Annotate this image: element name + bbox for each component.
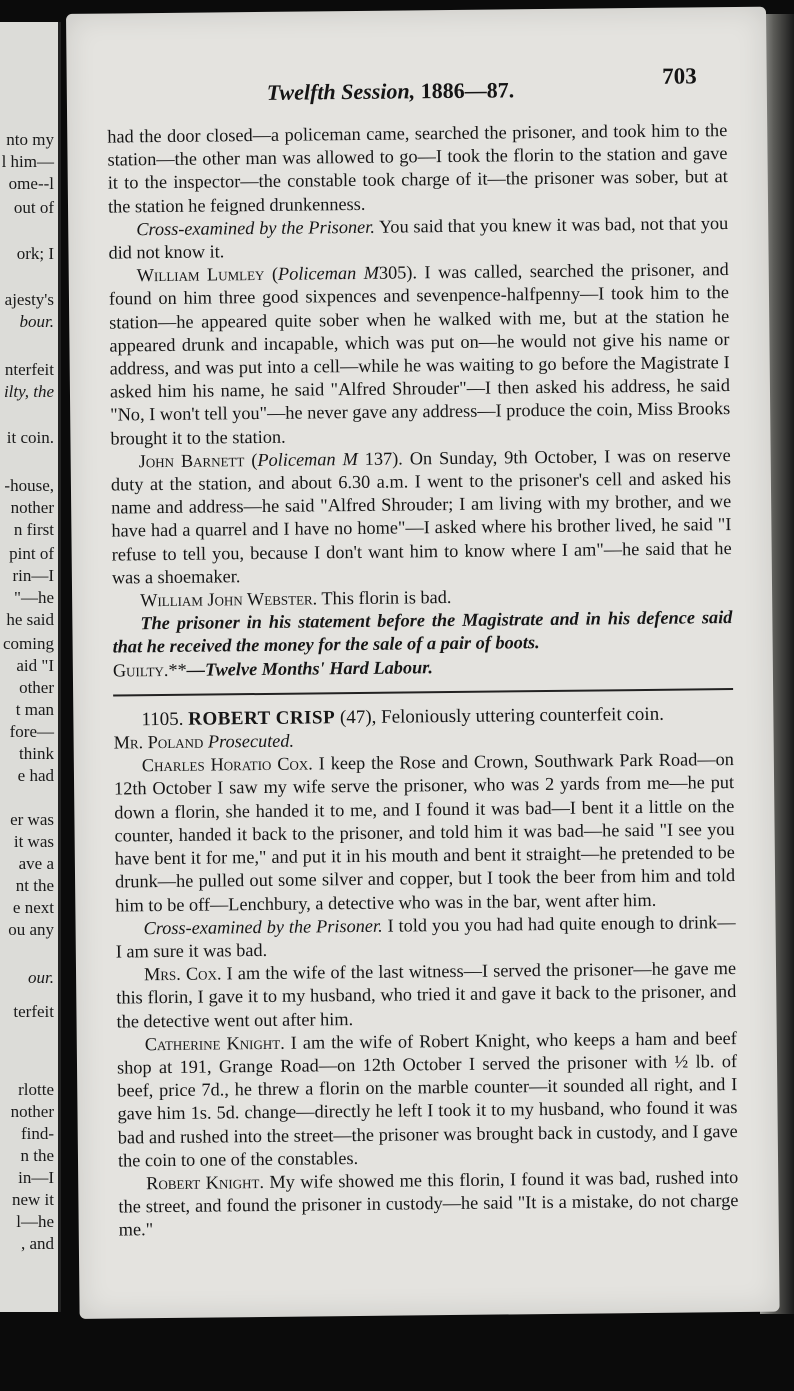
witness-name: Catherine Knight.	[144, 1032, 285, 1054]
witness-name: John Barnett	[138, 450, 245, 472]
prosecutor-name: Mr. Poland	[113, 731, 204, 753]
facing-page-line: in—I	[18, 1168, 54, 1187]
cross-exam-label: Cross-examined by the Prisoner.	[136, 216, 375, 240]
facing-page-line: -house,	[4, 476, 54, 495]
facing-page-line: e next	[12, 898, 54, 917]
facing-page-line: l—he	[16, 1212, 54, 1231]
facing-page-line: ajesty's	[4, 290, 54, 309]
witness-name: Charles Horatio Cox.	[141, 753, 313, 776]
paragraph: William Lumley (Policeman M305). I was called, searched the prisoner, and found on him three good sixpences and sevenpence-halfpenny—I took him to the station—he appeared quite sober when he walked with me, but at the station he appeared drunk and incapable, which was put on—he would not give his name or address, and was put into a cell—while he was waiting to go before the Magistrate I asked him his name, he said "Alfred Shrouder"—I then asked his address, he said "No, I won't tell you"—he never gave any address—I produce the coin, Miss Brooks brought it to the station.	[108, 259, 731, 449]
paragraph-text: I told you you had had quite enough to drink—I am sure it was bad.	[115, 911, 736, 962]
facing-page-line: e had	[17, 766, 54, 785]
facing-page-line: n the	[20, 1146, 54, 1165]
case-number: 1105.	[141, 708, 184, 731]
session-title: Twelfth Session,	[266, 78, 416, 105]
paragraph-text: ). I was called, searched the prisoner, and found on him three good sixpences and sevenpence-halfpenny—I took him to the station—he appeared quite sober when he walked with me, but at the station he appeared drunk and incapable, which was put on—he would not give his name or address, and was put into a cell—while he was waiting to go before the Magistrate I asked him his name, he said "Alfred Shrouder"—I then asked his address, he said "No, I won't tell you"—he never gave any address—I produce the coin, Miss Brooks brought it to the station.	[108, 259, 731, 449]
paragraph-text: You said that you knew it was bad, not that you did not know it.	[108, 212, 729, 263]
facing-page-line: ork; I	[16, 244, 54, 263]
facing-page-line: coming	[3, 634, 54, 653]
paragraph	[115, 911, 735, 964]
facing-page-fragment	[0, 22, 61, 1312]
paragraph-text: This florin is bad.	[317, 587, 452, 609]
facing-page-line: n first	[13, 520, 54, 539]
facing-page-line: find-	[20, 1124, 54, 1143]
facing-page-line: terfeit	[13, 1002, 54, 1021]
paragraph-text: I keep the Rose and Crown, Southwark Park Road—on 12th October I saw my wife serve the prisoner, who was 2 yards from me—he put down a florin, she handed it to me, and I found it was bad—I bent it a little on the counter, handed it back to the prisoner, and told him it was bad—he said "I see you have bent it for me," and put it in his mouth and bent it straight—he pretended to be drunk—he pulled out some silver and copper, but I took the beer from him and told him to be off—Lenchbury, a detective who was in the bar, went after him.	[114, 749, 736, 916]
facing-page-line: think	[19, 744, 54, 763]
paragraph	[116, 957, 737, 1033]
witness-name: William Lumley	[136, 264, 265, 286]
witness-number: 137	[364, 448, 393, 469]
facing-page-line: it coin.	[6, 428, 54, 447]
facing-page-line: nother	[10, 1102, 54, 1121]
facing-page-line: er was	[10, 810, 54, 829]
facing-page-line: pint of	[9, 544, 54, 563]
paragraph-text: I am the wife of Robert Knight, who keeps a ham and beef shop at 191, Grange Road—on 12th October I served the prisoner with ½ lb. of beef, price 7d., he threw a florin on the marble counter—it sounded all right, and I gave him 1s. 5d. change—directly he left I took it to my husband, who found it was bad and rushed into the street—the prisoner was brought back in custody, and I gave the coin to one of the constables.	[116, 1027, 738, 1171]
facing-page-line: t man	[15, 700, 54, 719]
cross-exam-label: Cross-examined by the Prisoner.	[143, 915, 383, 938]
prisoner-statement: The prisoner in his statement before the Magistrate and in his defence said that he received the money for the sale of a pair of boots.	[112, 607, 733, 658]
witness-number: 305	[378, 262, 407, 283]
facing-page-line: nt the	[15, 876, 54, 895]
paragraph	[108, 212, 728, 265]
paragraph: had the door closed—a policeman came, searched the prisoner, and took him to the station—the other man was allowed to go—I took the florin to the station and gave it to the inspector—the constable took charge of it—the prisoner was sober, but at the station he feigned drunkenness.	[107, 120, 728, 217]
case-charge: (47), Feloniously uttering counterfeit coin.	[335, 703, 665, 729]
facing-page-line: new it	[11, 1190, 54, 1209]
facing-page-line: it was	[13, 832, 54, 851]
facing-page-line: "—he	[14, 588, 54, 607]
sentence: —Twelve Months' Hard Labour.	[186, 656, 433, 680]
witness-name: Robert Knight.	[146, 1171, 265, 1194]
witness-name: Mrs. Cox.	[143, 963, 222, 985]
paragraph-text: ). On Sunday, 9th October, I was on reserve duty at the station, and about 6.30 a.m. I went to the prisoner's cell and asked his name and address—he said "Alfred Shrouder; I am living with my brother, and we have had a quarrel and I have no home"—I asked where his brother lived, he said "I refuse to tell you, because I don't want him to know where I am"—he said that he was a shoemaker.	[110, 444, 732, 588]
paragraph-text: I am the wife of the last witness—I served the prisoner—he gave me this florin, I gave it to my husband, who tried it and gave it back to the prisoner, and the detective went out after him.	[116, 958, 737, 1032]
witness-name: William John Webster.	[140, 588, 318, 611]
facing-page-line: out of	[13, 198, 54, 217]
facing-page-line: nto my	[6, 130, 54, 149]
facing-page-line: ilty, the	[3, 382, 54, 401]
facing-page-line: he said	[6, 610, 54, 629]
paragraph-text: My wife showed me this florin, I found it was bad, rushed into the street, and found the prisoner in custody—he said "It is a mistake, do not charge me."	[118, 1166, 739, 1240]
facing-page-line: other	[19, 678, 54, 697]
facing-page-line: nterfeit	[4, 360, 54, 379]
page-header	[67, 63, 767, 110]
witness-role: Policeman M	[257, 448, 358, 470]
session-years: 1886—87.	[420, 77, 515, 104]
page-body	[107, 119, 739, 1242]
paragraph	[118, 1166, 739, 1242]
witness-role: Policeman M	[277, 262, 380, 285]
facing-page-line: , and	[20, 1234, 54, 1253]
facing-page-line: ou any	[8, 920, 54, 939]
facing-page-line: ome--l	[8, 174, 54, 193]
facing-page-line: our.	[28, 968, 54, 987]
facing-page-line: fore—	[9, 722, 54, 741]
facing-page-line: l him—	[1, 152, 54, 171]
facing-page-line: ave a	[18, 854, 54, 873]
paragraph: John Barnett (Policeman M 137). On Sunday, 9th October, I was on reserve duty at the station, and about 6.30 a.m. I went to the prisoner's cell and asked his name and address—he said "Alfred Shrouder; I am living with my brother, and we have had a quarrel and I have no home"—I asked where his brother lived, he said "I refuse to tell you, because I don't want him to know where I am"—he said that he was a shoemaker.	[110, 444, 732, 588]
defendant-name: ROBERT CRISP	[188, 707, 336, 730]
page-number: 703	[662, 63, 697, 89]
facing-page-line: nother	[10, 498, 54, 517]
facing-page-line: rlotte	[18, 1080, 54, 1099]
verdict-word: Guilty.**	[112, 659, 187, 681]
paragraph	[117, 1027, 738, 1173]
paragraph	[114, 748, 736, 917]
section-divider	[113, 688, 733, 696]
facing-page-line: bour.	[19, 312, 54, 331]
running-head	[267, 77, 515, 106]
facing-page-line: aid "I	[16, 656, 54, 675]
facing-page-line: rin—I	[12, 566, 54, 585]
page	[66, 7, 780, 1319]
prosecutor-label: Prosecuted.	[203, 730, 295, 752]
